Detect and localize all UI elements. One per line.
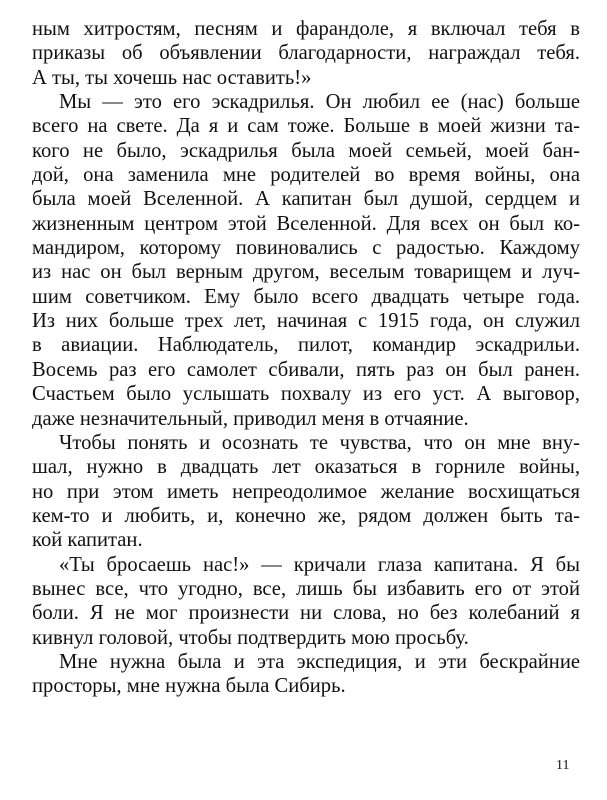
text-line: Мне нужна была и эта экспедиция, и эти бескрайние [59, 650, 580, 673]
text-line: ным хитростям, песням и фарандоле, я включал тебя в [32, 18, 580, 40]
text-line: Из них больше трех лет, начиная с 1915 года, он служил [32, 310, 580, 333]
page-body [32, 17, 580, 699]
text-line: приказы об объявлении благодарности, награждал тебя. [32, 42, 580, 65]
text-line: жизненным центром этой Вселенной. Для всех он был ко- [32, 212, 580, 235]
text-line: вынес все, что угодно, все, лишь бы избавить его от этой [32, 577, 580, 600]
text-line: Восемь раз его самолет сбивали, пять раз он был ранен. [32, 358, 580, 381]
page-number: 11 [556, 758, 570, 773]
text-line: всего на свете. Да я и сам тоже. Больше в моей жизни та- [32, 115, 580, 138]
text-line: Мы — это его эскадрилья. Он любил ее (нас) больше [59, 91, 580, 114]
text-line: но при этом иметь непреодолимое желание восхищаться [32, 480, 580, 503]
text-line: боли. Я не мог произнести ни слова, но без колебаний я [32, 602, 580, 625]
text-line: кивнул головой, чтобы подтвердить мою просьбу. [32, 626, 469, 649]
text-line: в авиации. Наблюдатель, пилот, командир эскадрильи. [32, 334, 580, 357]
text-line: шал, нужно в двадцать лет оказаться в горниле войны, [32, 456, 580, 479]
text-line: даже незначительный, приводил меня в отчаяние. [32, 407, 469, 430]
text-line: Чтобы понять и осознать те чувства, что он мне вну- [59, 431, 580, 454]
text-line: дой, она заменила мне родителей во время войны, она [32, 164, 580, 187]
text-line: А ты, ты хочешь нас оставить!» [32, 66, 312, 89]
text-line: Счастьем было услышать похвалу из его уст. А выговор, [32, 383, 580, 406]
text-line: кем-то и любить, и, конечно же, рядом должен быть та- [32, 504, 580, 527]
text-line: просторы, мне нужна была Сибирь. [32, 675, 346, 698]
text-line: была моей Вселенной. А капитан был душой, сердцем и [32, 188, 580, 211]
text-line: из нас он был верным другом, веселым товарищем и луч- [32, 261, 580, 284]
text-line: кого не было, эскадрилья была моей семьей, моей бан- [32, 139, 580, 162]
text-line: «Ты бросаешь нас!» — кричали глаза капитана. Я бы [59, 553, 580, 576]
text-line: шим советчиком. Ему было всего двадцать четыре года. [32, 285, 580, 308]
text-line: мандиром, которому повиновались с радостью. Каждому [32, 237, 580, 260]
text-line: кой капитан. [32, 529, 143, 552]
